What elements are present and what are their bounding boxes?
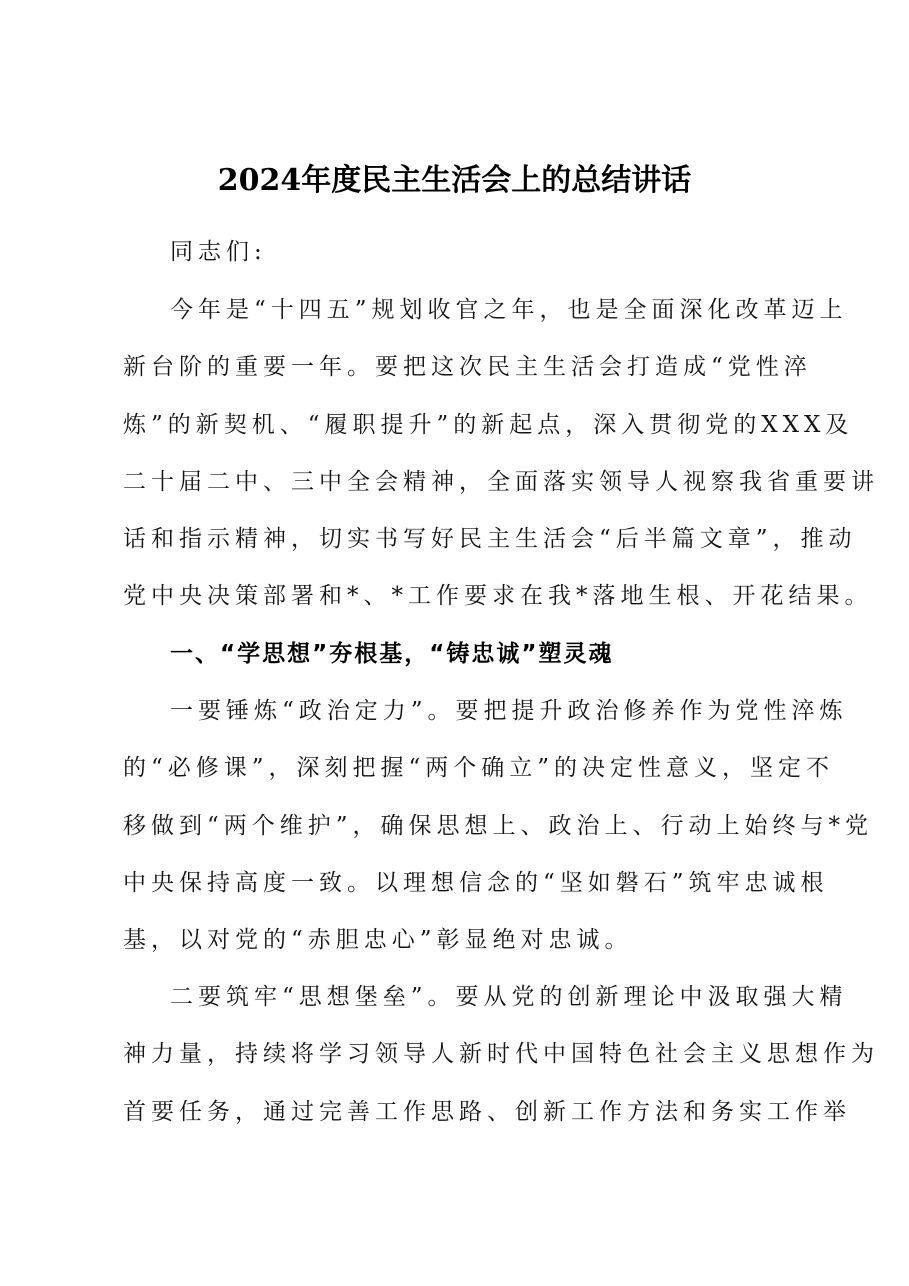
- paragraph-2-line-1: 一要锤炼“政治定力”。要把提升政治修养作为党性淬炼: [170, 698, 848, 724]
- paragraph-3-line-3: 首要任务，通过完善工作思路、创新工作方法和务实工作举: [123, 1099, 851, 1125]
- paragraph-1-line-2: 新台阶的重要一年。要把这次民主生活会打造成“党性淬: [123, 354, 812, 380]
- salutation: 同志们:: [170, 239, 267, 265]
- paragraph-2-line-3: 移做到“两个维护”，确保思想上、政治上、行动上始终与*党: [123, 813, 874, 839]
- document-title: 2024年度民主生活会上的总结讲话: [217, 163, 692, 198]
- paragraph-2-line-2: 的“必修课”，深刻把握“两个确立”的决定性意义，坚定不: [123, 755, 835, 781]
- paragraph-1-line-5: 话和指示精神，切实书写好民主生活会“后半篇文章”，推动: [123, 526, 857, 552]
- paragraph-1-line-1: 今年是“十四五”规划收官之年，也是全面深化改革迈上: [170, 297, 848, 323]
- section-heading-1: 一、“学思想”夯根基，“铸忠诚”塑灵魂: [170, 641, 614, 667]
- paragraph-3-line-2: 神力量，持续将学习领导人新时代中国特色社会主义思想作为: [123, 1041, 879, 1067]
- paragraph-1-line-6: 党中央决策部署和*、*工作要求在我*落地生根、开花结果。: [123, 583, 873, 609]
- paragraph-2-line-4: 中央保持高度一致。以理想信念的“坚如磐石”筑牢忠诚根: [123, 870, 829, 896]
- paragraph-3-line-1: 二要筑牢“思想堡垒”。要从党的创新理论中汲取强大精: [170, 984, 848, 1010]
- paragraph-1-line-3: 炼”的新契机、“履职提升”的新起点，深入贯彻党的XXX及: [123, 412, 854, 438]
- paragraph-2-line-5: 基，以对党的“赤胆忠心”彰显绝对忠诚。: [123, 927, 633, 953]
- paragraph-1-line-4: 二十届二中、三中全会精神，全面落实领导人视察我省重要讲: [123, 469, 879, 495]
